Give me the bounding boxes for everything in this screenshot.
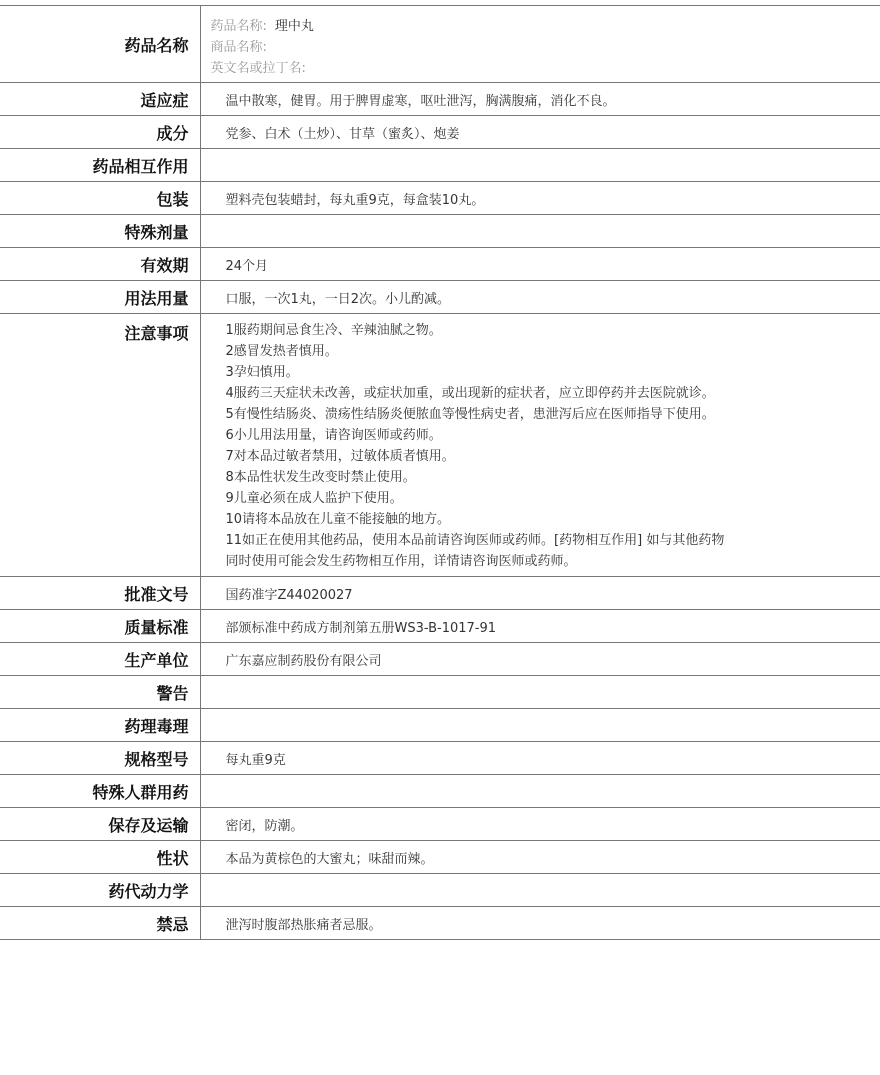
row-value: 本品为黄棕色的大蜜丸；味甜而辣。 bbox=[200, 841, 880, 874]
precaution-item: 同时使用可能会发生药物相互作用，详情请咨询医师或药师。 bbox=[226, 551, 880, 572]
english-name-line bbox=[211, 58, 880, 79]
row-label: 药品相互作用 bbox=[0, 149, 200, 182]
row-label: 批准文号 bbox=[0, 577, 200, 610]
row-label: 药理毒理 bbox=[0, 709, 200, 742]
precaution-item: 11如正在使用其他药品，使用本品前请咨询医师或药师。[药物相互作用] 如与其他药物 bbox=[226, 530, 880, 551]
table-row-approval-number bbox=[0, 577, 880, 610]
table-row-warning bbox=[0, 676, 880, 709]
row-value: 党参、白术（土炒）、甘草（蜜炙）、炮姜 bbox=[200, 116, 880, 149]
table-row-precautions bbox=[0, 314, 880, 577]
row-value: 口服，一次1丸，一日2次。小儿酌减。 bbox=[200, 281, 880, 314]
row-label: 保存及运输 bbox=[0, 808, 200, 841]
row-value: 密闭，防潮。 bbox=[200, 808, 880, 841]
row-value: 塑料壳包装蜡封，每丸重9克，每盒装10丸。 bbox=[200, 182, 880, 215]
precaution-item: 4服药三天症状未改善，或症状加重，或出现新的症状者，应立即停药并去医院就诊。 bbox=[226, 383, 880, 404]
table-row-special-populations bbox=[0, 775, 880, 808]
row-label: 药代动力学 bbox=[0, 874, 200, 907]
table-row-pharmacology bbox=[0, 709, 880, 742]
precautions-list bbox=[200, 314, 880, 577]
precaution-item: 1服药期间忌食生冷、辛辣油腻之物。 bbox=[226, 320, 880, 341]
table-row-ingredients bbox=[0, 116, 880, 149]
precaution-item: 6小儿用法用量，请咨询医师或药师。 bbox=[226, 425, 880, 446]
precaution-item: 10请将本品放在儿童不能接触的地方。 bbox=[226, 509, 880, 530]
table-row-storage bbox=[0, 808, 880, 841]
table-row-dosage bbox=[0, 281, 880, 314]
row-label: 特殊剂量 bbox=[0, 215, 200, 248]
row-value bbox=[200, 149, 880, 182]
row-label: 用法用量 bbox=[0, 281, 200, 314]
row-label: 质量标准 bbox=[0, 610, 200, 643]
row-value: 广东嘉应制药股份有限公司 bbox=[200, 643, 880, 676]
row-label: 包装 bbox=[0, 182, 200, 215]
row-label: 注意事项 bbox=[0, 314, 200, 577]
row-label: 性状 bbox=[0, 841, 200, 874]
table-body bbox=[0, 6, 880, 940]
precaution-item: 7对本品过敏者禁用，过敏体质者慎用。 bbox=[226, 446, 880, 467]
precaution-item: 5有慢性结肠炎、溃疡性结肠炎便脓血等慢性病史者，患泄泻后应在医师指导下使用。 bbox=[226, 404, 880, 425]
table-row-description bbox=[0, 841, 880, 874]
table-row-shelf-life bbox=[0, 248, 880, 281]
row-value: 部颁标准中药成方制剂第五册WS3-B-1017-91 bbox=[200, 610, 880, 643]
table-row-specification bbox=[0, 742, 880, 775]
row-label: 适应症 bbox=[0, 83, 200, 116]
generic-name-key: 药品名称: bbox=[211, 19, 267, 34]
drug-name-block bbox=[200, 6, 880, 83]
precaution-item: 3孕妇慎用。 bbox=[226, 362, 880, 383]
table-row-interactions bbox=[0, 149, 880, 182]
row-label: 生产单位 bbox=[0, 643, 200, 676]
row-label: 药品名称 bbox=[0, 6, 200, 83]
trade-name-key: 商品名称: bbox=[211, 40, 267, 55]
table-row-drug-name bbox=[0, 6, 880, 83]
precaution-item: 9儿童必须在成人监护下使用。 bbox=[226, 488, 880, 509]
english-name-key: 英文名或拉丁名: bbox=[211, 61, 306, 76]
trade-name-line bbox=[211, 37, 880, 58]
table-row-contraindications bbox=[0, 907, 880, 940]
drug-info-table bbox=[0, 5, 880, 940]
row-label: 有效期 bbox=[0, 248, 200, 281]
row-label: 特殊人群用药 bbox=[0, 775, 200, 808]
row-value: 国药准字Z44020027 bbox=[200, 577, 880, 610]
row-label: 警告 bbox=[0, 676, 200, 709]
row-value bbox=[200, 676, 880, 709]
generic-name-line bbox=[211, 16, 880, 37]
table-row-indications bbox=[0, 83, 880, 116]
row-value: 泄泻时腹部热胀痛者忌服。 bbox=[200, 907, 880, 940]
table-row-pharmacokinetics bbox=[0, 874, 880, 907]
row-value bbox=[200, 215, 880, 248]
row-label: 禁忌 bbox=[0, 907, 200, 940]
row-value: 温中散寒，健胃。用于脾胃虚寒，呕吐泄泻，胸满腹痛，消化不良。 bbox=[200, 83, 880, 116]
table-row-special-dosage bbox=[0, 215, 880, 248]
row-value: 每丸重9克 bbox=[200, 742, 880, 775]
row-value bbox=[200, 709, 880, 742]
row-value bbox=[200, 874, 880, 907]
row-value bbox=[200, 775, 880, 808]
table-row-packaging bbox=[0, 182, 880, 215]
table-row-quality-standard bbox=[0, 610, 880, 643]
row-label: 规格型号 bbox=[0, 742, 200, 775]
table-row-manufacturer bbox=[0, 643, 880, 676]
row-label: 成分 bbox=[0, 116, 200, 149]
generic-name-value: 理中丸 bbox=[275, 19, 314, 34]
row-value: 24个月 bbox=[200, 248, 880, 281]
precaution-item: 8本品性状发生改变时禁止使用。 bbox=[226, 467, 880, 488]
precaution-item: 2感冒发热者慎用。 bbox=[226, 341, 880, 362]
